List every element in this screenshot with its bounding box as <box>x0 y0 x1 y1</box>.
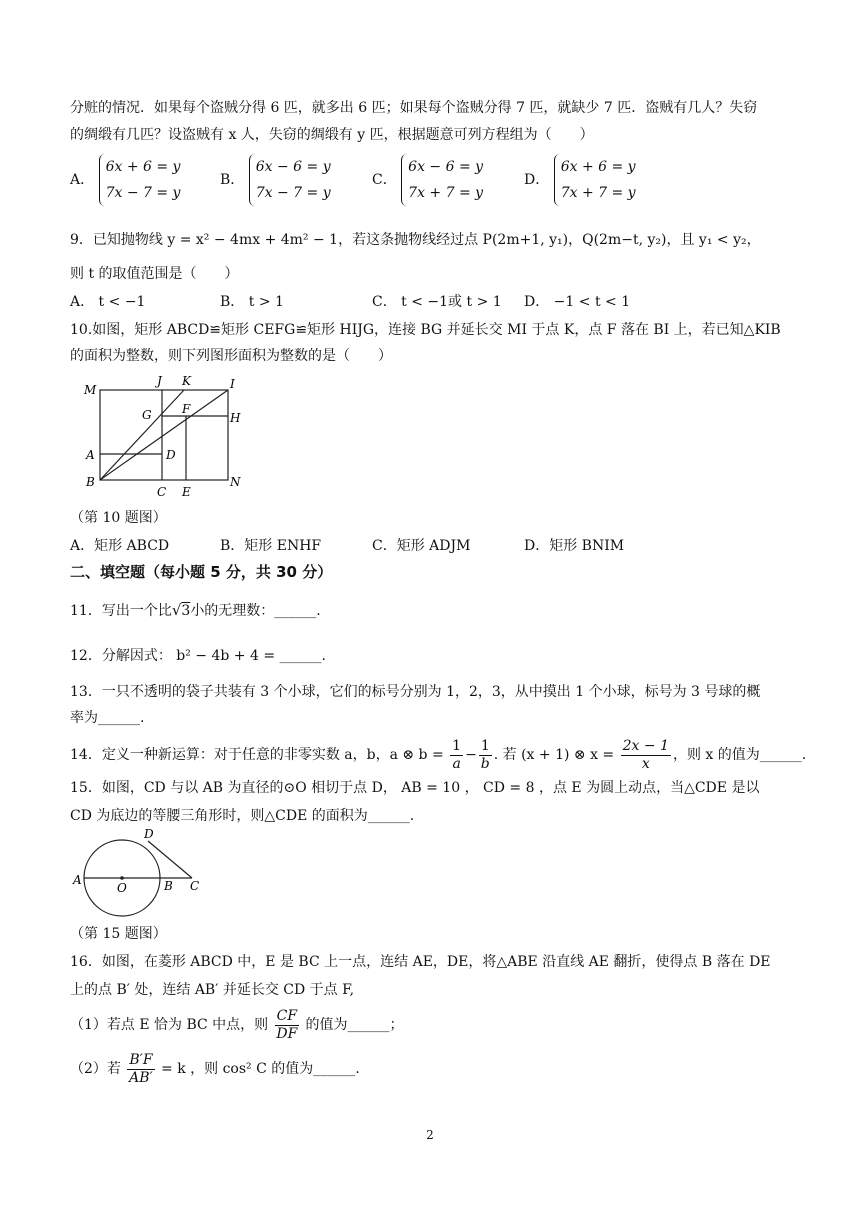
q16-part1: （1）若点 E 恰为 BC 中点，则 $\frac{CF}{DF}$ 的值为______； <box>70 1007 404 1042</box>
page-number: 2 <box>426 1128 434 1142</box>
q15-caption: （第 15 题图） <box>70 926 167 942</box>
q9-option-c: C． t < −1或 t > 1 <box>372 294 502 310</box>
q10-line2: 的面积为整数，则下列图形面积为整数的是（ ） <box>70 348 392 364</box>
q10-caption: （第 10 题图） <box>70 510 167 526</box>
q10-option-d: D．矩形 BNIM <box>524 538 625 554</box>
q8-option-b: B． 6x − 6 = y 7x − 7 = y <box>220 154 331 206</box>
fraction: $\frac{1}{b}$ <box>480 737 490 772</box>
q14: 14．定义一种新运算：对于任意的非零实数 a，b，a ⊗ b = $\frac{1}{a}$ − $\frac{1}{b}$ . 若 (x + 1) ⊗ x = $\frac{2x - 1}{x}$ ，则 x 的值为______. <box>70 737 807 772</box>
q8-option-a: A． 6x + 6 = y 7x − 7 = y <box>70 154 180 206</box>
label-d: D <box>144 827 154 841</box>
fraction: $\frac{CF}{DF}$ <box>276 1007 298 1042</box>
label-d: D <box>166 448 176 462</box>
q15-figure <box>70 826 210 922</box>
label-n: N <box>230 475 241 489</box>
label-c: C <box>190 879 200 893</box>
q8-option-c: C． 6x − 6 = y 7x + 7 = y <box>372 154 483 206</box>
q8-option-d: D． 6x + 6 = y 7x + 7 = y <box>524 154 636 206</box>
q8-line1: 分赃的情况．如果每个盗贼分得 6 匹，就多出 6 匹；如果每个盗贼分得 7 匹，就缺少 7 匹．盗贼有几人？失窃 <box>70 100 758 116</box>
label-g: G <box>142 408 152 422</box>
q10-figure <box>80 374 250 502</box>
q10-option-c: C．矩形 ADJM <box>372 538 471 554</box>
q12: 12．分解因式： b² − 4b + 4 = ______. <box>70 648 326 664</box>
q10-option-a: A．矩形 ABCD <box>70 538 170 554</box>
q9-option-a: A． t < −1 <box>70 294 146 310</box>
label-i: I <box>230 377 235 391</box>
equation-system: 6x − 6 = y 7x − 7 = y <box>249 154 331 206</box>
q10-option-b: B．矩形 ENHF <box>220 538 322 554</box>
equation-system: 6x + 6 = y 7x − 7 = y <box>99 154 181 206</box>
fraction: $\frac{2x - 1}{x}$ <box>622 737 669 772</box>
q15-line1: 15．如图，CD 与以 AB 为直径的⊙O 相切于点 D， AB = 10 ， CD = 8 ，点 E 为圆上动点，当△CDE 是以 <box>70 780 760 796</box>
equation-system: 6x − 6 = y 7x + 7 = y <box>401 154 483 206</box>
fraction: $\frac{1}{a}$ <box>452 737 462 772</box>
q8-line2: 的绸缎有几匹？设盗贼有 x 人，失窃的绸缎有 y 匹，根据题意可列方程组为（ ） <box>70 127 594 143</box>
q13-line1: 13．一只不透明的袋子共装有 3 个小球，它们的标号分别为 1，2，3，从中摸出 1 个小球，标号为 3 号球的概 <box>70 684 761 700</box>
label-f: F <box>182 402 191 416</box>
q15-line2: CD 为底边的等腰三角形时，则△CDE 的面积为______. <box>70 808 415 824</box>
label-b: B <box>86 475 95 489</box>
q9-line2: 则 t 的取值范围是（ ） <box>70 266 239 282</box>
q10-line1: 10.如图，矩形 ABCD≌矩形 CEFG≌矩形 HIJG，连接 BG 并延长交 MI 于点 K，点 F 落在 BI 上，若已知△KIB <box>70 322 781 338</box>
fraction: $\frac{B'F}{AB'}$ <box>129 1051 153 1086</box>
q9-line1: 9．已知抛物线 y = x² − 4mx + 4m² − 1，若这条抛物线经过点 P(2m+1, y₁)，Q(2m−t, y₂)，且 y₁ < y₂， <box>70 232 761 248</box>
label-a: A <box>73 873 82 887</box>
label-k: K <box>182 374 191 388</box>
label-o: O <box>117 881 127 895</box>
label-b: B <box>164 879 173 893</box>
q11: 11．写出一个比√3小的无理数：______. <box>70 601 321 619</box>
label-a: A <box>86 448 95 462</box>
equation-system: 6x + 6 = y 7x + 7 = y <box>554 154 636 206</box>
label-h: H <box>230 411 241 425</box>
q16-line1: 16．如图，在菱形 ABCD 中，E 是 BC 上一点，连结 AE，DE，将△ABE 沿直线 AE 翻折，使得点 B 落在 DE <box>70 954 771 970</box>
q13-line2: 率为______. <box>70 710 145 726</box>
q16-line2: 上的点 B′ 处，连结 AB′ 并延长交 CD 于点 F, <box>70 982 355 998</box>
q9-option-b: B． t > 1 <box>220 294 284 310</box>
q16-part2: （2）若 $\frac{B'F}{AB'}$ = k ，则 cos² C 的值为______. <box>70 1051 360 1086</box>
label-j: J <box>157 374 162 388</box>
section-heading: 二、填空题（每小题 5 分，共 30 分） <box>70 563 333 581</box>
label-c: C <box>157 485 167 499</box>
label-m: M <box>84 383 97 397</box>
label-e: E <box>182 485 191 499</box>
q9-option-d: D． −1 < t < 1 <box>524 294 631 310</box>
